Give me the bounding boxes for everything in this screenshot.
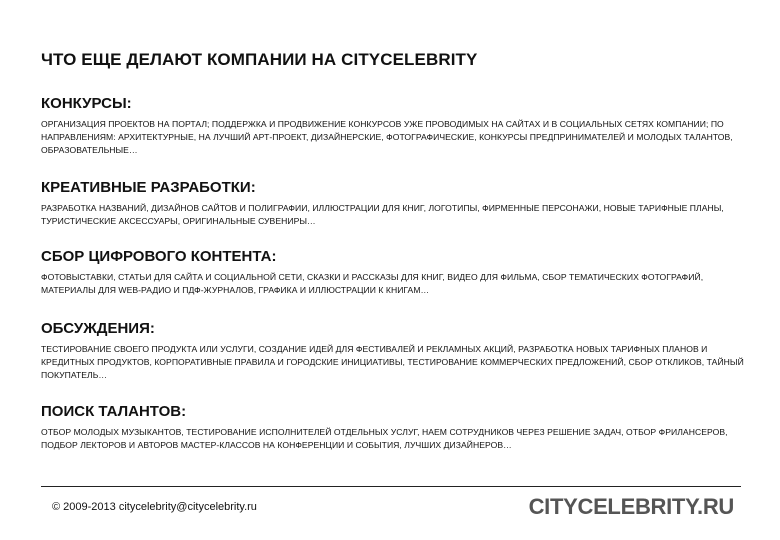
section-talent-search (41, 403, 746, 452)
section-contests (41, 95, 746, 156)
section-heading: СБОР ЦИФРОВОГО КОНТЕНТА: (41, 248, 277, 265)
section-creative (41, 179, 746, 228)
section-digital-content (41, 248, 746, 297)
section-heading: КРЕАТИВНЫЕ РАЗРАБОТКИ: (41, 179, 256, 196)
brand-logo: CITYCELEBRITY.RU (528, 494, 734, 519)
footer-copyright: © 2009-2013 citycelebrity@citycelebrity.ru (52, 501, 257, 513)
section-heading: КОНКУРСЫ: (41, 95, 132, 112)
footer-divider (41, 486, 741, 487)
section-text: ОТБОР МОЛОДЫХ МУЗЫКАНТОВ, ТЕСТИРОВАНИЕ ИСПОЛНИТЕЛЕЙ ОТДЕЛЬНЫХ УСЛУГ, НАЕМ СОТРУДНИКОВ ЧЕРЕЗ РЕШЕНИЕ ЗАДАЧ, ОТБОР ФРИЛАНСЕРОВ, ПОДБОР ЛЕКТОРОВ И АВТОРОВ МАСТЕР-КЛАССОВ НА КОНФЕРЕНЦИИ И СОБЫТИЯ, ЛУЧШИХ ДИЗАЙНЕРОВ… (41, 427, 728, 450)
section-discussions (41, 320, 746, 381)
section-heading: ОБСУЖДЕНИЯ: (41, 320, 155, 337)
section-heading: ПОИСК ТАЛАНТОВ: (41, 403, 187, 420)
section-text: ФОТОВЫСТАВКИ, СТАТЬИ ДЛЯ САЙТА И СОЦИАЛЬНОЙ СЕТИ, СКАЗКИ И РАССКАЗЫ ДЛЯ КНИГ, ВИДЕО ДЛЯ ФИЛЬМА, СБОР ТЕМАТИЧЕСКИХ ФОТОГРАФИЙ, МАТЕРИАЛЫ ДЛЯ WEB-РАДИО И ПДФ-ЖУРНАЛОВ, ГРАФИКА И ИЛЛЮСТРАЦИИ К КНИГАМ… (41, 272, 704, 295)
section-text: ОРГАНИЗАЦИЯ ПРОЕКТОВ НА ПОРТАЛ; ПОДДЕРЖКА И ПРОДВИЖЕНИЕ КОНКУРСОВ УЖЕ ПРОВОДИМЫХ НА САЙТАХ И В СОЦИАЛЬНЫХ СЕТЯХ КОМПАНИИ; ПО НАПРАВЛЕНИЯМ: АРХИТЕКТУРНЫЕ, НА ЛУЧШИЙ АРТ-ПРОЕКТ, ДИЗАЙНЕРСКИЕ, ФОТОГРАФИЧЕСКИЕ, КОНКУРСЫ ПРЕДПРИНИМАТЕЛЕЙ И МОЛОДЫХ ТАЛАНТОВ, ОБРАЗОВАТЕЛЬНЫЕ… (41, 119, 733, 155)
section-text: РАЗРАБОТКА НАЗВАНИЙ, ДИЗАЙНОВ САЙТОВ И ПОЛИГРАФИИ, ИЛЛЮСТРАЦИИ ДЛЯ КНИГ, ЛОГОТИПЫ, ФИРМЕННЫЕ ПЕРСОНАЖИ, НОВЫЕ ТАРИФНЫЕ ПЛАНЫ, ТУРИСТИЧЕСКИЕ АКСЕССУАРЫ, ОРИГИНАЛЬНЫЕ СУВЕНИРЫ… (41, 203, 724, 226)
page-title: ЧТО ЕЩЕ ДЕЛАЮТ КОМПАНИИ НА CITYCELEBRITY (41, 50, 478, 69)
section-text: ТЕСТИРОВАНИЕ СВОЕГО ПРОДУКТА ИЛИ УСЛУГИ, СОЗДАНИЕ ИДЕЙ ДЛЯ ФЕСТИВАЛЕЙ И РЕКЛАМНЫХ АКЦИЙ, РАЗРАБОТКА НОВЫХ ТАРИФНЫХ ПЛАНОВ И КРЕДИТНЫХ ПРОДУКТОВ, КОРПОРАТИВНЫЕ ПРАВИЛА И ГОРОДСКИЕ ИНИЦИАТИВЫ, ТЕСТИРОВАНИЕ КОММЕРЧЕСКИХ ПРЕДЛОЖЕНИЙ, СБОР ОТКЛИКОВ, ТАЙНЫЙ ПОКУПАТЕЛЬ… (41, 344, 744, 380)
